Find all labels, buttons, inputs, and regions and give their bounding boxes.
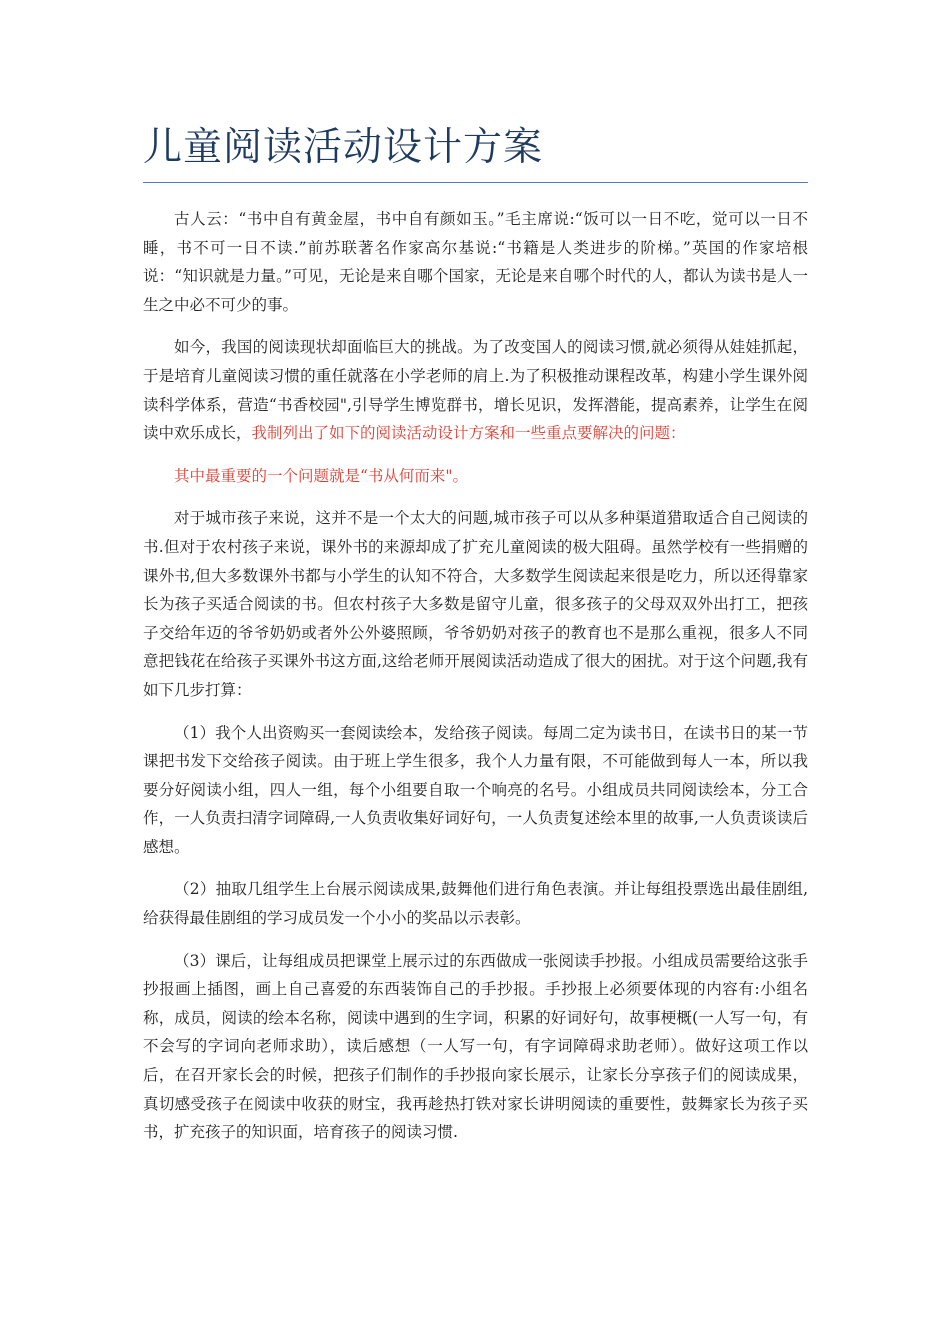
paragraph-text: 对于城市孩子来说，这并不是一个太大的问题,城市孩子可以从多种渠道猎取适合自己阅读的书.但对于农村孩子来说，课外书的来源却成了扩充儿童阅读的极大阻碍。虽然学校有一些捐赠的课外书,但大多数课外书都与小学生的认知不符合，大多数学生阅读起来很是吃力，所以还得靠家长为孩子买适合阅读的书。但农村孩子大多数是留守儿童，很多孩子的父母双双外出打工，把孩子交给年迈的爷爷奶奶或者外公外婆照顾，爷爷奶奶对孩子的教育也不是那么重视，很多人不同意把钱花在给孩子买课外书这方面,这给老师开展阅读活动造成了很大的困扰。对于这个问题,我有如下几步打算： bbox=[143, 509, 808, 699]
paragraph-text: 古人云：“书中自有黄金屋，书中自有颜如玉。”毛主席说:“饭可以一日不吃，觉可以一日不睡，书不可一日不读.”前苏联著名作家高尔基说:“书籍是人类进步的阶梯。”英国的作家培根说：“知识就是力量。”可见，无论是来自哪个国家，无论是来自哪个时代的人，都认为读书是人一生之中必不可少的事。 bbox=[143, 210, 808, 314]
highlighted-text: 我制列出了如下的阅读活动设计方案和一些重点要解决的问题： bbox=[251, 424, 686, 443]
paragraph-step-3 bbox=[143, 947, 808, 1147]
paragraph-step-2 bbox=[143, 875, 808, 932]
document-page bbox=[143, 120, 808, 1161]
paragraph-rural-children bbox=[143, 504, 808, 704]
paragraph-current-situation bbox=[143, 333, 808, 447]
highlighted-text: 其中最重要的一个问题就是“书从何而来"。 bbox=[174, 466, 469, 485]
paragraph-text: （3）课后，让每组成员把课堂上展示过的东西做成一张阅读手抄报。小组成员需要给这张手抄报画上插图，画上自己喜爱的东西装饰自己的手抄报。手抄报上必须要体现的内容有:小组名称，成员，阅读的绘本名称，阅读中遇到的生字词，积累的好词好句，故事梗概(一人写一句，有不会写的字词向老师求助），读后感想（一人写一句，有字词障碍求助老师）。做好这项工作以后，在召开家长会的时候，把孩子们制作的手抄报向家长展示，让家长分享孩子们的阅读成果，真切感受孩子在阅读中收获的财宝，我再趁热打铁对家长讲明阅读的重要性，鼓舞家长为孩子买书，扩充孩子的知识面，培育孩子的阅读习惯. bbox=[143, 951, 808, 1142]
paragraph-text: （2）抽取几组学生上台展示阅读成果,鼓舞他们进行角色表演。并让每组投票选出最佳剧组,给获得最佳剧组的学习成员发一个小小的奖品以示表彰。 bbox=[143, 880, 808, 928]
paragraph-quotes bbox=[143, 205, 808, 319]
paragraph-step-1 bbox=[143, 719, 808, 862]
paragraph-text: （1）我个人出资购买一套阅读绘本，发给孩子阅读。每周二定为读书日，在读书日的某一节课把书发下交给孩子阅读。由于班上学生很多，我个人力量有限，不可能做到每人一本，所以我要分好阅读小组，四人一组，每个小组要自取一个响亮的名号。小组成员共同阅读绘本，分工合作，一人负责扫清字词障碍,一人负责收集好词好句，一人负责复述绘本里的故事,一人负责谈读后感想。 bbox=[143, 723, 808, 856]
paragraph-text: 如今，我国的阅读现状却面临巨大的挑战。为了改变国人的阅读习惯,就必须得从娃娃抓起，于是培育儿童阅读习惯的重任就落在小学老师的肩上.为了积极推动课程改革，构建小学生课外阅读科学体系，营造“书香校园",引导学生博览群书，增长见识，发挥潜能，提高素养，让学生在阅读中欢乐成长， bbox=[143, 338, 808, 443]
title-underline bbox=[143, 182, 808, 183]
document-title: 儿童阅读活动设计方案 bbox=[143, 125, 544, 170]
paragraph-key-question bbox=[143, 462, 808, 491]
